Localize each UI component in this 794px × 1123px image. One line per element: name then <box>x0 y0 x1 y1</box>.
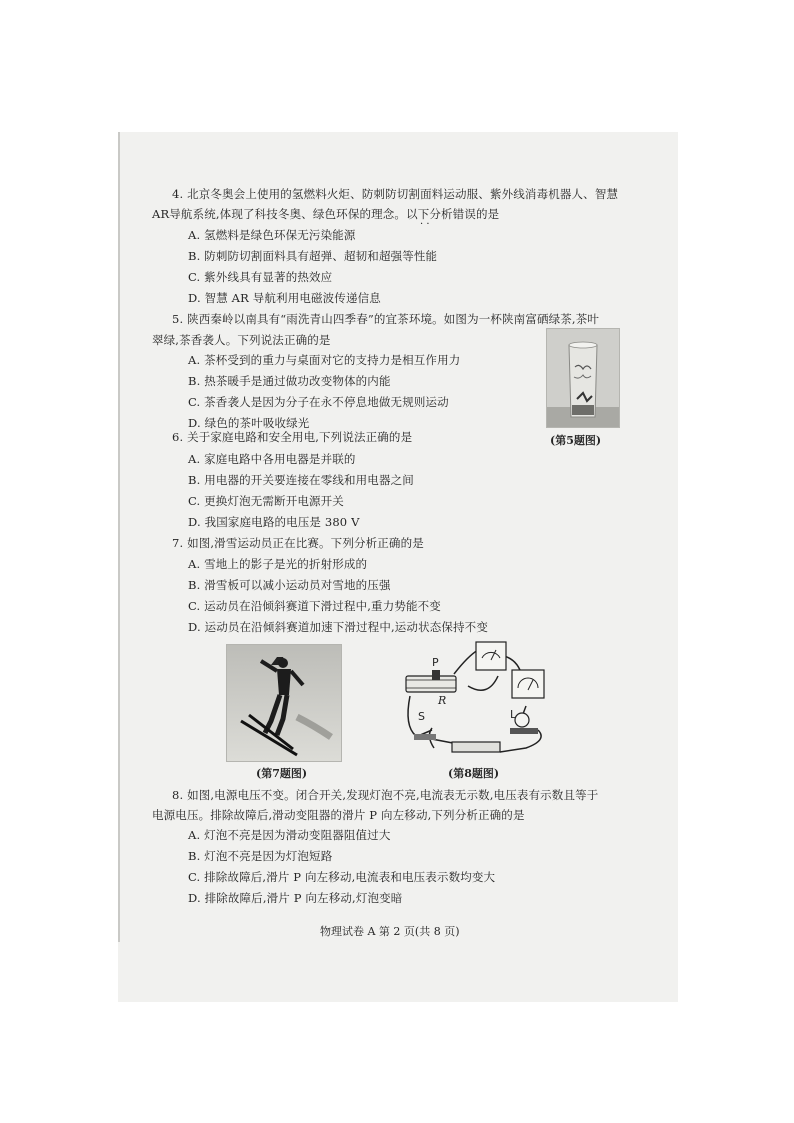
q6-option-d: D. 我国家庭电路的电压是 380 V <box>188 515 360 529</box>
q7-option-a: A. 雪地上的影子是光的折射形成的 <box>188 557 368 571</box>
q7-option-b: B. 滑雪板可以减小运动员对雪地的压强 <box>188 578 391 592</box>
label-p: P <box>432 656 439 669</box>
page-footer: 物理试卷 A 第 2 页(共 8 页) <box>320 925 460 938</box>
q7-stem: 7. 如图,滑雪运动员正在比赛。下列分析正确的是 <box>172 536 424 550</box>
q8-option-c: C. 排除故障后,滑片 P 向左移动,电流表和电压表示数均变大 <box>188 870 496 884</box>
q6-stem: 6. 关于家庭电路和安全用电,下列说法正确的是 <box>172 430 413 444</box>
q8-option-b: B. 灯泡不亮是因为灯泡短路 <box>188 849 333 863</box>
label-s: S <box>418 710 425 723</box>
label-l: L <box>510 708 517 721</box>
q8-option-d: D. 排除故障后,滑片 P 向左移动,灯泡变暗 <box>188 891 403 905</box>
q4-option-d: D. 智慧 AR 导航利用电磁波传递信息 <box>188 291 381 305</box>
q8-stem-line2: 电源电压。排除故障后,滑动变阻器的滑片 P 向左移动,下列分析正确的是 <box>152 808 525 822</box>
q8-stem-line1: 8. 如图,电源电压不变。闭合开关,发现灯泡不亮,电流表无示数,电压表有示数且等于 <box>172 788 599 802</box>
q6-option-a: A. 家庭电路中各用电器是并联的 <box>188 452 356 466</box>
q6-option-b: B. 用电器的开关要连接在零线和用电器之间 <box>188 473 414 487</box>
q7-figure-caption: (第7题图) <box>256 767 308 780</box>
q8-figure-caption: (第8题图) <box>448 767 500 780</box>
q4-option-a: A. 氢燃料是绿色环保无污染能源 <box>188 228 356 242</box>
q5-stem-line2: 翠绿,茶香袭人。下列说法正确的是 <box>152 333 331 347</box>
q5-figure-caption: (第5题图) <box>550 434 602 447</box>
emphasis-dots: · · <box>420 219 430 230</box>
skier-photo <box>226 644 342 762</box>
q5-option-b: B. 热茶暖手是通过做功改变物体的内能 <box>188 374 391 388</box>
q4-option-b: B. 防刺防切割面料具有超弹、超韧和超强等性能 <box>188 249 438 263</box>
tea-glass-photo <box>546 328 620 428</box>
scan-edge <box>118 132 120 942</box>
q5-stem-line1: 5. 陕西秦岭以南具有“雨洗青山四季春”的宜茶环境。如图为一杯陕南富硒绿茶,茶叶 <box>172 312 600 326</box>
q4-stem-line1: 4. 北京冬奥会上使用的氢燃料火炬、防刺防切割面料运动服、紫外线消毒机器人、智慧 <box>172 187 619 201</box>
q5-option-a: A. 茶杯受到的重力与桌面对它的支持力是相互作用力 <box>188 353 461 367</box>
q5-option-c: C. 茶香袭人是因为分子在永不停息地做无规则运动 <box>188 395 449 409</box>
q5-option-d: D. 绿色的茶叶吸收绿光 <box>188 416 310 430</box>
circuit-diagram <box>398 636 558 760</box>
q6-option-c: C. 更换灯泡无需断开电源开关 <box>188 494 344 508</box>
label-r: R <box>438 694 447 707</box>
q7-option-c: C. 运动员在沿倾斜赛道下滑过程中,重力势能不变 <box>188 599 441 613</box>
q4-option-c: C. 紫外线具有显著的热效应 <box>188 270 333 284</box>
q7-option-d: D. 运动员在沿倾斜赛道加速下滑过程中,运动状态保持不变 <box>188 620 488 634</box>
q4-stem-line2: AR导航系统,体现了科技冬奥、绿色环保的理念。以下分析错误的是 <box>152 207 500 221</box>
q8-option-a: A. 灯泡不亮是因为滑动变阻器阻值过大 <box>188 828 391 842</box>
